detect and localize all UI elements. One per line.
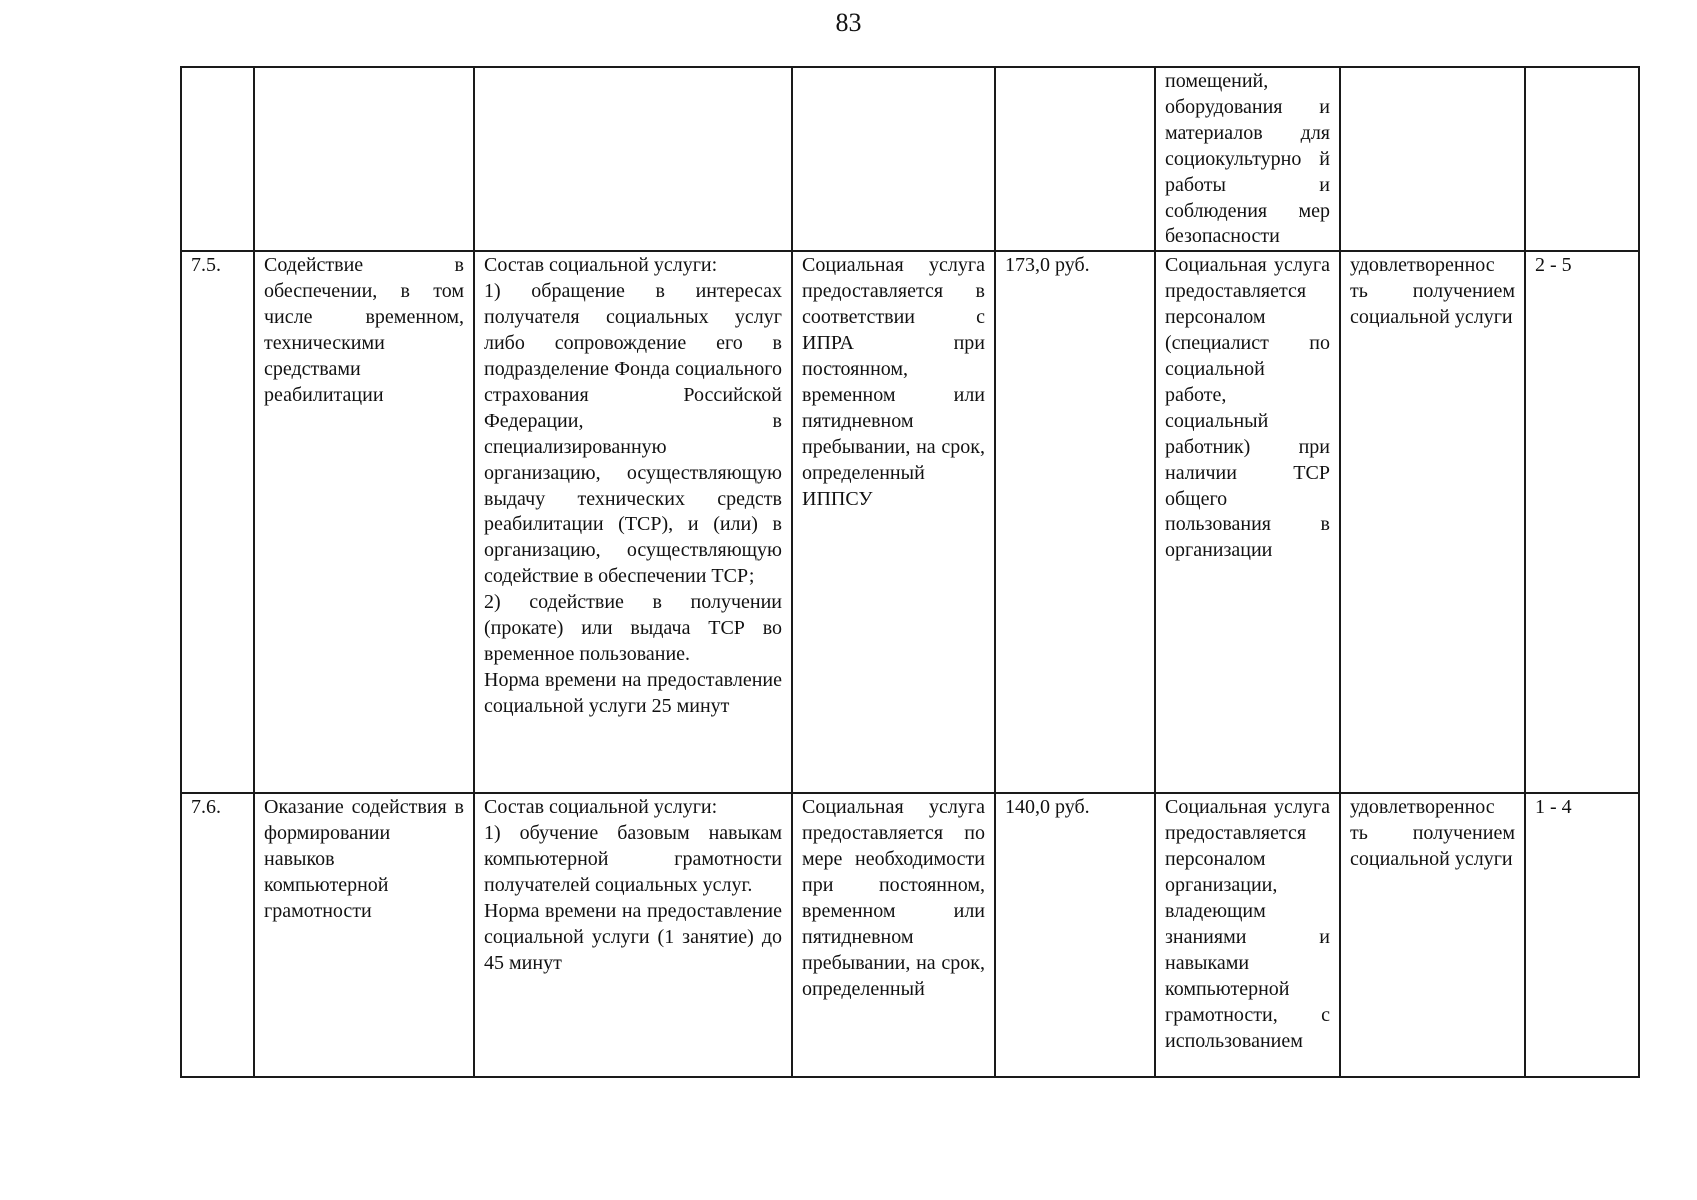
content-line: Состав социальной услуги: [484,796,718,819]
cell-service-conditions: Социальная услуга предоставляется персоналом организации, владеющим знаниями и навыками компьютерной грамотности, с использованием [1155,793,1340,1077]
cell-service-content [474,67,792,251]
cell-service-content [474,251,792,793]
content-line: Норма времени на предоставление социальной услуги (1 занятие) до 45 минут [484,899,782,974]
cell-service-evaluation: 2 - 5 [1525,251,1639,793]
cell-service-name: Содействие в обеспечении, в том числе временном, техническими средствами реабилитации [254,251,474,793]
cell-service-quality: удовлетвореннос ть получением социальной услуги [1340,251,1525,793]
cell-service-price [995,67,1155,251]
table-row [181,251,1639,793]
cell-service-content [474,793,792,1077]
cell-service-evaluation [1525,67,1639,251]
cell-number [181,67,254,251]
cell-service-evaluation: 1 - 4 [1525,793,1639,1077]
services-table [180,66,1640,1078]
cell-number: 7.5. [181,251,254,793]
cell-service-name: Оказание содействия в формировании навыков компьютерной грамотности [254,793,474,1077]
table-row-continuation [181,67,1639,251]
cell-service-quality [1340,67,1525,251]
cell-service-term [792,67,995,251]
content-line: Состав социальной услуги: [484,254,718,277]
cell-service-term: Социальная услуга предоставляется в соответствии с ИПРА при постоянном, временном или пятидневном пребывании, на срок, определенный ИППСУ [792,251,995,793]
cell-service-name [254,67,474,251]
cell-service-conditions: Социальная услуга предоставляется персоналом (специалист по социальной работе, социальный работник) при наличии ТСР общего пользования в организации [1155,251,1340,793]
content-line: 2) содействие в получении (прокате) или выдача ТСР во временное пользование. [484,591,782,665]
cell-service-conditions: помещений, оборудования и материалов для социокультурно й работы и соблюдения мер безопасности [1155,67,1340,251]
cell-number: 7.6. [181,793,254,1077]
cell-service-term: Социальная услуга предоставляется по мере необходимости при постоянном, временном или пятидневном пребывании, на срок, определенный [792,793,995,1077]
cell-service-price: 173,0 руб. [995,251,1155,793]
content-line: Норма времени на предоставление социальной услуги 25 минут [484,668,782,717]
cell-service-quality: удовлетвореннос ть получением социальной услуги [1340,793,1525,1077]
table-row [181,793,1639,1077]
cell-service-price: 140,0 руб. [995,793,1155,1077]
page-number: 83 [835,8,862,37]
content-line: 1) обучение базовым навыкам компьютерной грамотности получателей социальных услуг. [484,822,782,897]
content-line: 1) обращение в интересах получателя социальных услуг либо сопровождение его в подразделение Фонда социального страхования Российской Федерации, в специализированную организацию, осуществляющую выдачу технических средств реабилитации (ТСР), и (или) в организацию, осуществляющую содействие в обеспечении ТСР; [484,280,782,588]
